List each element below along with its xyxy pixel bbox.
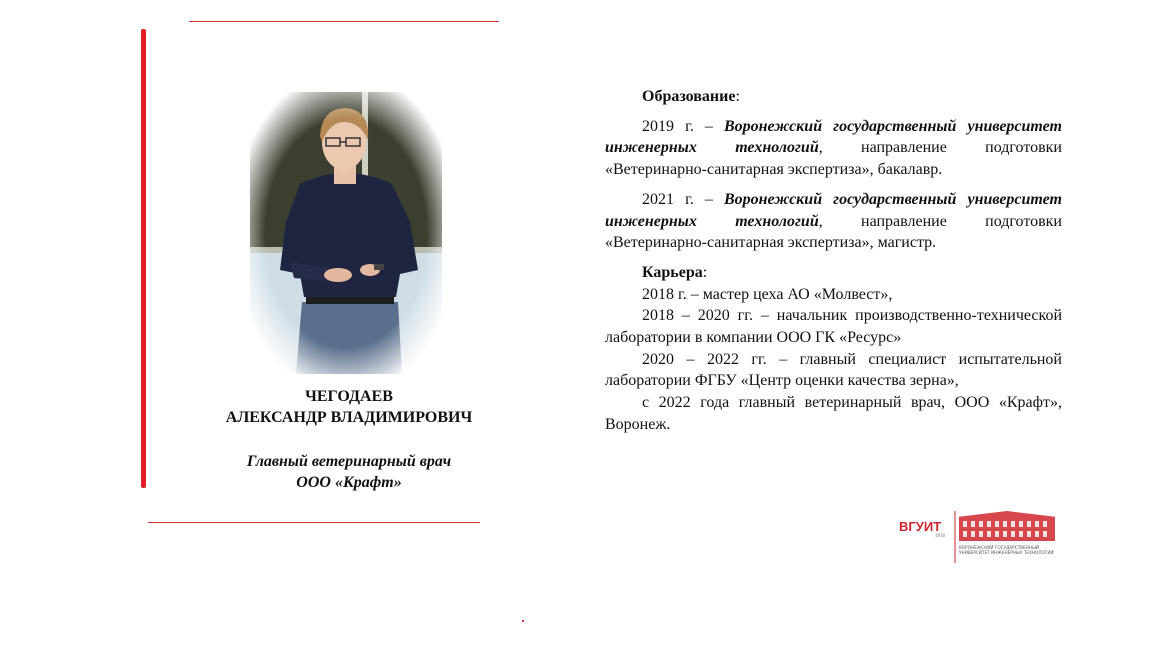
left-red-bar (141, 29, 146, 488)
career-heading-line: Карьера: (642, 263, 708, 281)
logo-abbr: ВГУИТ (899, 519, 942, 534)
stray-dot (522, 620, 524, 622)
education-heading-line: Образование: (642, 88, 740, 105)
education-year: 2021 г. – (642, 190, 724, 208)
portrait-photo (250, 92, 442, 374)
education-year: 2019 г. – (642, 117, 724, 135)
education-institution: Воронежский государственный университет инженерных технологий (605, 117, 1062, 157)
education-institution: Воронежский государственный университет инженерных технологий (605, 190, 1062, 230)
top-divider (189, 21, 499, 22)
education-item (605, 189, 1062, 254)
person-position (190, 451, 508, 493)
person-given-names: АЛЕКСАНДР ВЛАДИМИРОВИЧ (225, 409, 473, 426)
career-item: с 2022 года главный ветеринарный врач, ООО «Крафт», Воронеж. (605, 394, 1062, 433)
education-details: , направление подготовки «Ветеринарно-санитарная экспертиза», магистр. (605, 212, 1062, 252)
education-item (605, 116, 1062, 181)
person-surname: ЧЕГОДАЕВ (305, 388, 393, 405)
bottom-divider (148, 522, 480, 523)
education-details: , направление подготовки «Ветеринарно-санитарная экспертиза», бакалавр. (605, 139, 1062, 179)
university-logo (897, 509, 1062, 565)
biography-text (605, 86, 1062, 436)
career-item: 2018 г. – мастер цеха АО «Молвест», (642, 285, 893, 303)
career-item: 2020 – 2022 гг. – главный специалист испытательной лаборатории ФГБУ «Центр оценки качества зерна», (605, 350, 1062, 390)
position-title: Главный ветеринарный врач (246, 453, 452, 470)
logo-year: 1930 (935, 533, 946, 538)
position-company: ООО «Крафт» (296, 474, 402, 491)
person-name (190, 386, 508, 428)
education-heading: Образование (642, 88, 736, 105)
logo-full-name: ВОРОНЕЖСКИЙ ГОСУДАРСТВЕННЫЙ УНИВЕРСИТЕТ ИНЖЕНЕРНЫХ ТЕХНОЛОГИЙ (959, 545, 1054, 555)
career-item: 2018 – 2020 гг. – начальник производственно-технической лаборатории в компании ООО ГК «Ресурс» (605, 307, 1062, 347)
career-heading: Карьера (642, 263, 703, 281)
